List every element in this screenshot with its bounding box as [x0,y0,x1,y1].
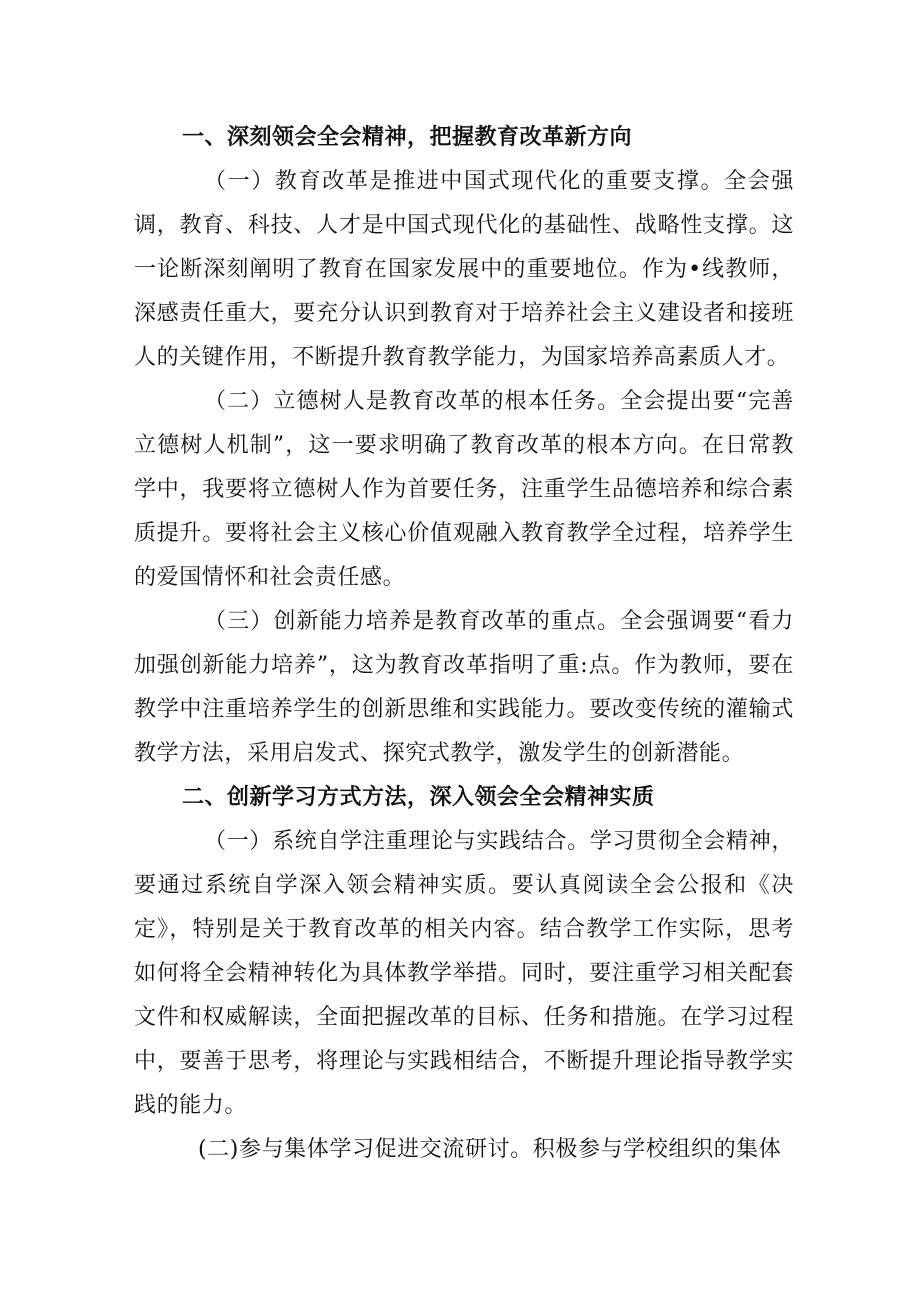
section-1-paragraph-2: （二）立德树人是教育改革的根本任务。全会提出要“完善立德树人机制”，这一要求明确了教育改革的根本方向。在日常教学中，我要将立德树人作为首要任务，注重学生品德培养和综合素质提升。要将社会主义核心价值观融入教育教学全过程，培养学生的爱国情怀和社会责任感。 [134,389,794,590]
document-body [134,116,794,1172]
section-1-heading: 一、深刻领会全会精神，把握教育改革新方向 [182,125,633,150]
section-2-heading: 二、创新学习方式方法，深入领会全会精神实质 [182,785,655,810]
section-1-paragraph-3: （三）创新能力培养是教育改革的重点。全会强调要“看力加强创新能力培养”，这为教育改革指明了重:点。作为教师，要在教学中注重培养学生的创新思维和实践能力。要改变传统的灌输式教学方法，采用启发式、探究式教学，激发学生的创新潜能。 [134,609,794,766]
section-1-paragraph-1: （一）教育改革是推进中国式现代化的重要支撑。全会强调，教育、科技、人才是中国式现代化的基础性、战略性支撑。这一论断深刻阐明了教育在国家发展中的重要地位。作为•线教师，深感责任重大，要充分认识到教育对于培养社会主义建设者和接班人的关键作用，不断提升教育教学能力，为国家培养高素质人才。 [134,169,794,370]
section-2-paragraph-2: (二)参与集体学习促进交流研讨。积极参与学校组织的集体 [198,1137,782,1162]
section-2-paragraph-1: （一）系统自学注重理论与实践结合。学习贯彻全会精神，要通过系统自学深入领会精神实质。要认真阅读全会公报和《决定》，特别是关于教育改革的相关内容。结合教学工作实际，思考如何将全会精神转化为具体教学举措。同时，要注重学习相关配套文件和权威解读，全面把握改革的目标、任务和措施。在学习过程中，要善于思考，将理论与实践相结合，不断提升理论指导教学实践的能力。 [134,829,794,1118]
